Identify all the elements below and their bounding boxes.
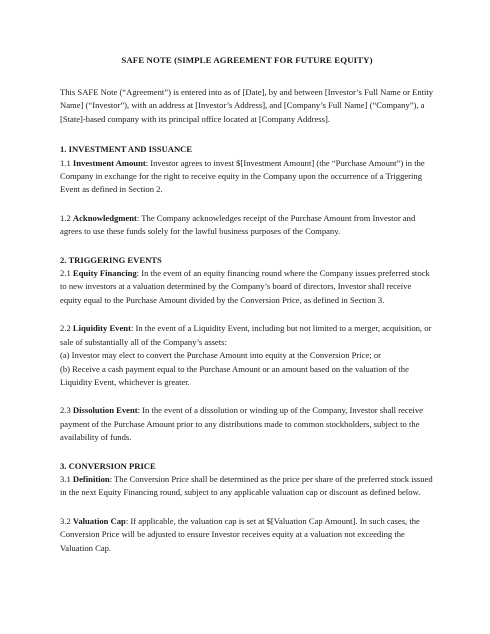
clause-number: 1.2 xyxy=(60,212,71,223)
clause-text: : Investor agrees to invest $[Investment Amount] (the “Purchase Amount”) in the Company in exchange for the right to receive equity in the Company upon the occurrence of a Triggering Event as defined in Section 2. xyxy=(60,157,425,195)
clause-text: : In the event of a dissolution or winding up of the Company, Investor shall receive payment of the Purchase Amount prior to any distributions made to common stockholders, subject to the availability of funds. xyxy=(60,405,423,443)
clause-option-b: (b) Receive a cash payment equal to the Purchase Amount or an amount based on the valuation of the Liquidity Event, whichever is greater. xyxy=(60,363,409,387)
clause-term: Definition xyxy=(72,473,110,484)
intro-paragraph: This SAFE Note (“Agreement”) is entered into as of [Date], by and between [Investor’s Full Name or Entity Name] (“Investor”), with an address at [Investor’s Address], and [Company’s Full Name] (“Company”), a [State]-based company with its principal office located at [Company Address]. xyxy=(60,87,434,124)
section-conversion-price xyxy=(60,460,434,555)
clause-number: 2.2 xyxy=(60,323,71,334)
clause-number: 3.2 xyxy=(60,515,71,526)
clause-number: 2.1 xyxy=(60,268,71,279)
clause-text: : The Company acknowledges receipt of the Purchase Amount from Investor and agrees to use these funds solely for the lawful business purposes of the Company. xyxy=(60,212,416,237)
clause-term: Investment Amount xyxy=(72,157,146,168)
clause-1-1 xyxy=(60,157,434,197)
section-heading: 3. CONVERSION PRICE xyxy=(60,460,156,471)
clause-text: : In the event of a Liquidity Event, including but not limited to a merger, acquisition, or sale of substantially all of the Company’s assets: xyxy=(60,323,432,347)
clause-2-3 xyxy=(60,404,434,444)
clause-text: : If applicable, the valuation cap is set at $[Valuation Cap Amount]. In such cases, the Conversion Price will be adjusted to ensure Investor receives equity at a valuation not exceeding the Valuation Cap. xyxy=(60,515,420,553)
clause-2-2 xyxy=(60,322,434,389)
clause-number: 2.3 xyxy=(60,405,71,416)
clause-3-2 xyxy=(60,515,434,555)
clause-number: 1.1 xyxy=(60,157,71,168)
clause-body xyxy=(60,322,434,349)
clause-term: Equity Financing xyxy=(72,268,137,279)
section-investment-and-issuance xyxy=(60,143,434,238)
clause-term: Valuation Cap xyxy=(72,515,126,526)
clause-text: : In the event of an equity financing round where the Company issues preferred stock to new investors at a valuation determined by the Company’s board of directors, Investor shall receive equity equal to the Purchase Amount divided by the Conversion Price, as defined in Section 3. xyxy=(60,268,430,305)
clause-term: Liquidity Event xyxy=(72,323,131,334)
section-triggering-events xyxy=(60,254,434,445)
section-heading: 1. INVESTMENT AND ISSUANCE xyxy=(60,144,193,155)
clause-2-1 xyxy=(60,267,434,307)
clause-option-a: (a) Investor may elect to convert the Purchase Amount into equity at the Conversion Price; or xyxy=(60,350,381,361)
section-heading: 2. TRIGGERING EVENTS xyxy=(60,254,162,265)
document-title: SAFE NOTE (SIMPLE AGREEMENT FOR FUTURE EQUITY) xyxy=(121,55,373,65)
document-page xyxy=(60,54,434,570)
clause-text: : The Conversion Price shall be determined as the price per share of the preferred stock issued in the next Equity Financing round, subject to any applicable valuation cap or discount as defined below. xyxy=(60,473,433,498)
clause-term: Acknowledgment xyxy=(72,212,137,223)
clause-1-2 xyxy=(60,212,434,239)
clause-term: Dissolution Event xyxy=(72,405,138,416)
clause-3-1 xyxy=(60,473,434,500)
clause-number: 3.1 xyxy=(60,473,71,484)
